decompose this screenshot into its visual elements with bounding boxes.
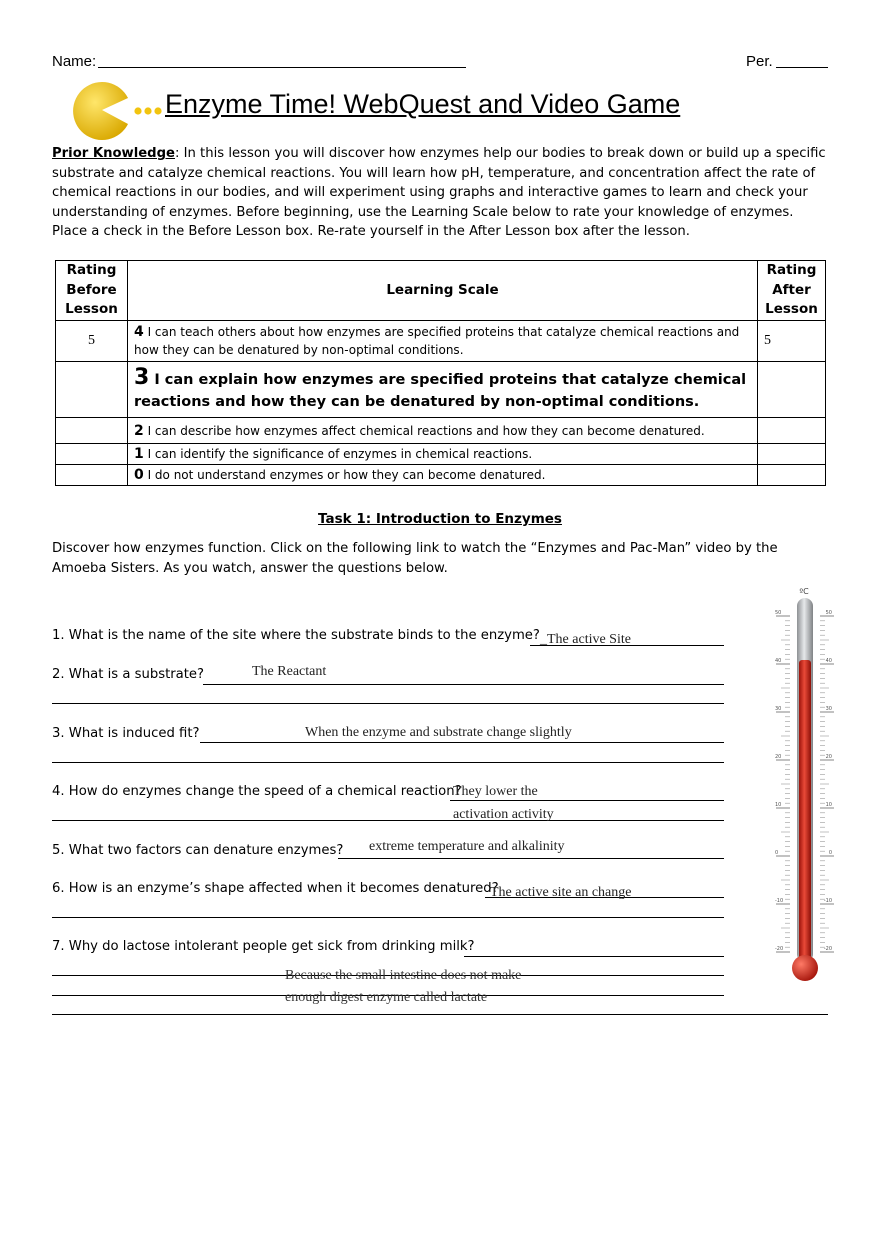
rating-before-3[interactable] xyxy=(56,362,128,418)
thermometer-icon xyxy=(770,584,840,984)
rating-after-2[interactable] xyxy=(758,418,826,444)
unit-label: ºC xyxy=(799,587,809,596)
rating-after-4[interactable]: 5 xyxy=(758,321,826,362)
task-title: Task 1: Introduction to Enzymes xyxy=(318,511,562,527)
table-row xyxy=(56,444,826,465)
level-number: 3 xyxy=(134,364,150,390)
question-6: 6. How is an enzyme’s shape affected when it becomes denatured? xyxy=(52,881,499,896)
tick-label: -20 xyxy=(823,946,832,952)
answer-7[interactable]: Because the small intestine does not make xyxy=(285,968,522,983)
level-text: I can teach others about how enzymes are specified proteins that catalyze chemical reactions and how they can be denatured by non-optimal conditions. xyxy=(134,325,740,357)
task-intro: Discover how enzymes function. Click on the following link to watch the “Enzymes and Pac-Man” video by the Amoeba Sisters. As you watch, answer the questions below. xyxy=(52,541,778,576)
answer-3[interactable]: When the enzyme and substrate change slightly xyxy=(305,725,572,740)
level-text: I can identify the significance of enzymes in chemical reactions. xyxy=(143,447,533,461)
tick-label: 10 xyxy=(775,802,782,808)
tick-label: -20 xyxy=(775,946,784,952)
rating-before-1[interactable] xyxy=(56,444,128,465)
question-1: 1. What is the name of the site where the substrate binds to the enzyme? xyxy=(52,628,540,643)
scale-level-1 xyxy=(128,444,758,465)
table-row xyxy=(56,418,826,444)
tick-label: 30 xyxy=(825,706,832,712)
col-before-header: Rating Before Lesson xyxy=(56,261,128,321)
answer-line-4b[interactable] xyxy=(52,820,724,821)
tick-label: -10 xyxy=(823,898,832,904)
learning-scale-table xyxy=(55,260,826,486)
answer-line-3[interactable] xyxy=(200,742,724,743)
tick-label: 50 xyxy=(825,610,832,616)
scale-level-0 xyxy=(128,465,758,486)
tick-label: -10 xyxy=(775,898,784,904)
rating-before-4[interactable]: 5 xyxy=(56,321,128,362)
prior-knowledge-label: Prior Knowledge xyxy=(52,146,175,161)
tick-label: 0 xyxy=(828,850,832,856)
answer-4[interactable]: They lower the xyxy=(453,784,538,799)
level-number: 0 xyxy=(134,467,144,483)
level-number: 2 xyxy=(134,422,144,439)
page-title: Enzyme Time! WebQuest and Video Game xyxy=(165,89,681,119)
col-scale-header: Learning Scale xyxy=(128,261,758,321)
scale-level-3 xyxy=(128,362,758,418)
answer-6[interactable]: The active site an change xyxy=(490,885,632,900)
answer-line-6b[interactable] xyxy=(52,917,724,918)
table-row xyxy=(56,465,826,486)
scale-right xyxy=(820,610,834,952)
answer-7-continued[interactable]: enough digest enzyme called lactate xyxy=(285,990,488,1005)
answer-line-4[interactable] xyxy=(450,800,724,801)
answer-line-5[interactable] xyxy=(338,858,724,859)
question-7: 7. Why do lactose intolerant people get sick from drinking milk? xyxy=(52,939,475,954)
col-after-header: Rating After Lesson xyxy=(758,261,826,321)
question-3: 3. What is induced fit? xyxy=(52,726,200,741)
question-5: 5. What two factors can denature enzymes? xyxy=(52,843,344,858)
pacman-icon xyxy=(72,78,164,144)
level-text: I can explain how enzymes are specified proteins that catalyze chemical reactions and how they can be denatured by non-optimal conditions. xyxy=(134,371,747,410)
rating-after-1[interactable] xyxy=(758,444,826,465)
answer-line-3b[interactable] xyxy=(52,762,724,763)
rating-after-3[interactable] xyxy=(758,362,826,418)
mercury-column xyxy=(799,660,811,960)
scale-level-2 xyxy=(128,418,758,444)
tick-label: 40 xyxy=(775,658,782,664)
thermometer-bulb xyxy=(792,955,818,981)
level-number: 1 xyxy=(134,446,144,462)
prior-knowledge-paragraph xyxy=(52,144,828,242)
question-2: 2. What is a substrate? xyxy=(52,667,205,682)
answer-5[interactable]: extreme temperature and alkalinity xyxy=(369,839,565,854)
answer-4-continued[interactable]: activation activity xyxy=(453,807,554,822)
table-row xyxy=(56,362,826,418)
tick-label: 0 xyxy=(775,850,779,856)
table-header-row xyxy=(56,261,826,321)
table-row xyxy=(56,321,826,362)
tick-label: 30 xyxy=(775,706,782,712)
answer-line-7[interactable] xyxy=(464,956,724,957)
rating-after-0[interactable] xyxy=(758,465,826,486)
tick-label: 20 xyxy=(825,754,832,760)
level-text: I do not understand enzymes or how they can become denatured. xyxy=(143,468,546,482)
tick-label: 50 xyxy=(775,610,782,616)
answer-line-2b[interactable] xyxy=(52,703,724,704)
tick-label: 40 xyxy=(825,658,832,664)
answer-1[interactable]: _The active Site xyxy=(540,632,631,647)
level-text: I can describe how enzymes affect chemical reactions and how they can become denatured. xyxy=(143,423,705,438)
scale-left xyxy=(775,610,790,952)
name-line[interactable] xyxy=(98,67,466,68)
answer-line-2[interactable] xyxy=(203,684,724,685)
name-label: Name: xyxy=(52,53,97,70)
level-number: 4 xyxy=(134,324,144,340)
rating-before-0[interactable] xyxy=(56,465,128,486)
tick-label: 20 xyxy=(775,754,782,760)
answer-line-7d[interactable] xyxy=(52,1014,828,1015)
prior-knowledge-text: : In this lesson you will discover how enzymes help our bodies to break down or build up a specific substrate and catalyze chemical reactions. You will learn how pH, temperature, and concentration affect the rate of chemical reactions in our bodies, and will experiment using graphs and interactive games to learn and check your understanding of enzymes. Before beginning, use the Learning Scale below to rate your knowledge of enzymes. Place a check in the Before Lesson box. Re-rate yourself in the After Lesson box after the lesson. xyxy=(52,146,826,239)
period-line[interactable] xyxy=(776,67,828,68)
rating-before-2[interactable] xyxy=(56,418,128,444)
scale-level-4 xyxy=(128,321,758,362)
tick-label: 10 xyxy=(825,802,832,808)
answer-2[interactable]: The Reactant xyxy=(252,664,327,679)
period-label: Per. xyxy=(746,53,773,70)
question-4: 4. How do enzymes change the speed of a chemical reaction? xyxy=(52,784,462,799)
